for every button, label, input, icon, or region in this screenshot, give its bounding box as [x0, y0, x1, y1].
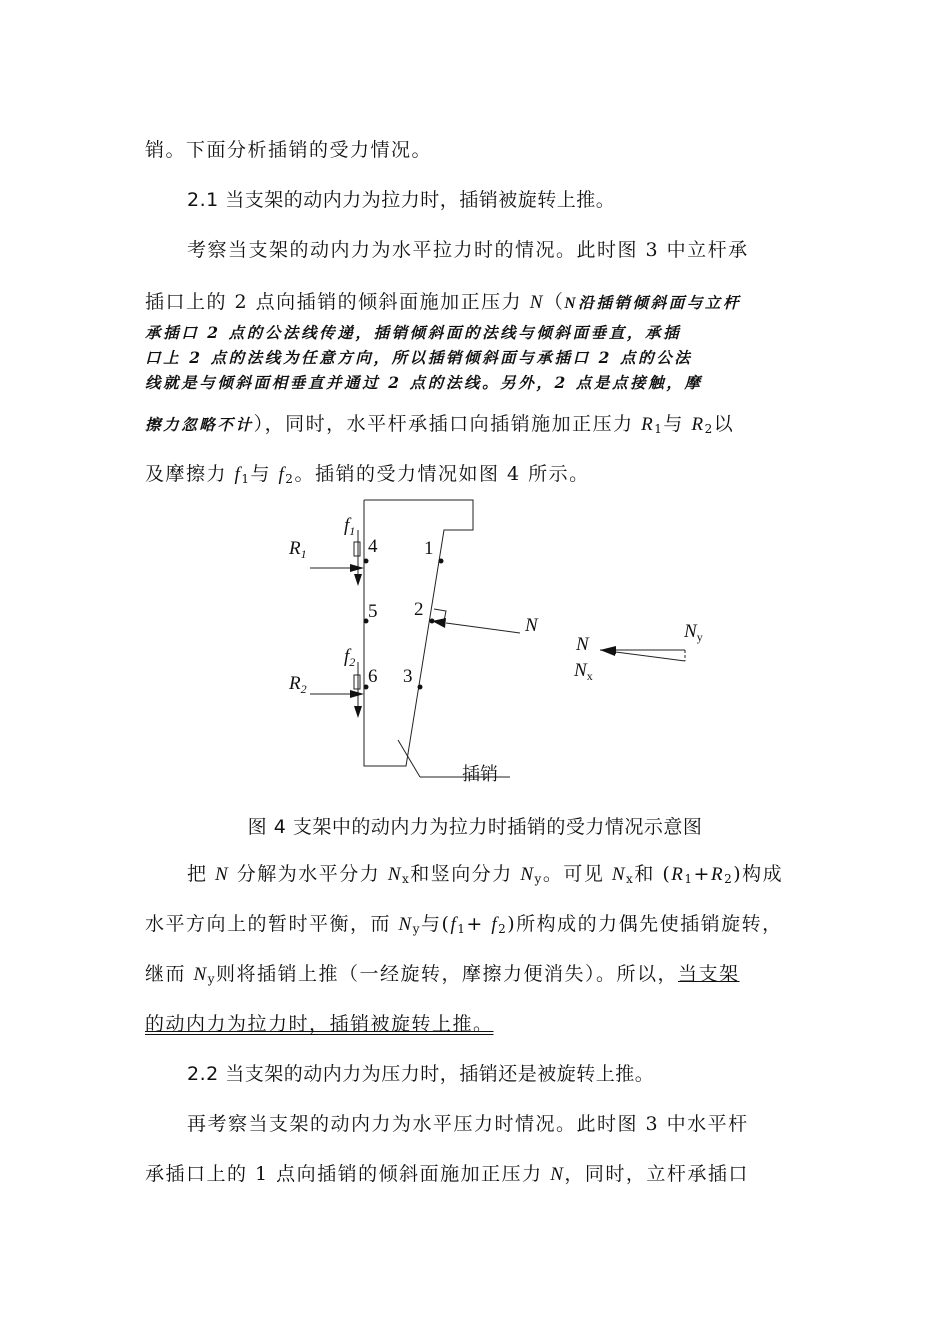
- section-heading-2-2: 2.2 当支架的动内力为压力时，插销还是被旋转上推。: [187, 1063, 655, 1085]
- label-point-1: 1: [424, 538, 434, 559]
- label-point-6: 6: [368, 666, 378, 687]
- paragraph-line: 把 N 分解为水平分力 $N_x$和竖向分力 $N_y$。可见 $N_x$和 $(R_1+R_2)$构成: [187, 863, 784, 886]
- f1-arrowhead: [354, 574, 362, 586]
- paragraph-line: 插口上的 2 点向插销的倾斜面施加正压力 N（N沿插销倾斜面与立杆: [145, 291, 742, 313]
- label-vector-n: N: [576, 634, 589, 655]
- n-arrowhead: [432, 618, 446, 628]
- label-pin: 插销: [462, 764, 498, 784]
- figure-caption: 图 4 支架中的动内力为拉力时插销的受力情况示意图: [247, 816, 703, 838]
- note-line: 口上 2 点的法线为任意方向，所以插销倾斜面与承插口 2 点的公法: [145, 348, 693, 367]
- paragraph-line: 销。下面分析插销的受力情况。: [145, 139, 433, 161]
- label-point-3: 3: [403, 666, 413, 687]
- f2-box: [354, 675, 360, 689]
- label-r1: $R_1$: [289, 538, 307, 561]
- force-diagram: [0, 490, 950, 820]
- paragraph-line: 及摩擦力 $f_1$与 $f_2$。插销的受力情况如图 4 所示。: [145, 463, 590, 486]
- label-point-5: 5: [368, 601, 378, 622]
- paragraph-line: 的动内力为拉力时，插销被旋转上推。: [145, 1013, 494, 1035]
- paragraph-line: 考察当支架的动内力为水平拉力时的情况。此时图 3 中立杆承: [187, 239, 749, 261]
- paragraph-line: 再考察当支架的动内力为水平压力时情况。此时图 3 中水平杆: [187, 1113, 749, 1135]
- label-n: N: [525, 615, 538, 636]
- label-point-4: 4: [368, 536, 378, 557]
- label-point-2: 2: [414, 599, 424, 620]
- section-heading-2-1: 2.1 当支架的动内力为拉力时，插销被旋转上推。: [187, 189, 616, 211]
- note-line: 线就是与倾斜面相垂直并通过 2 点的法线。另外，2 点是点接触，摩: [145, 373, 703, 392]
- r1-arrowhead: [350, 564, 364, 572]
- point-3: [418, 685, 423, 690]
- pin-outline: [364, 500, 473, 766]
- f1-box: [354, 542, 360, 556]
- point-2: [430, 619, 435, 624]
- paragraph-line: 继而 $N_y$则将插销上推（一经旋转，摩擦力便消失）。所以，当支架: [145, 963, 740, 986]
- label-vector-ny: $N_y$: [684, 621, 703, 644]
- vector-nx-arrowhead: [600, 648, 616, 656]
- label-r2: $R_2$: [289, 673, 307, 696]
- paragraph-line: 承插口上的 1 点向插销的倾斜面施加正压力 N，同时，立杆承插口: [145, 1163, 749, 1185]
- point-1: [439, 559, 444, 564]
- label-f2: $f_2$: [344, 646, 356, 669]
- point-4: [364, 559, 369, 564]
- paragraph-line: 擦力忽略不计），同时，水平杆承插口向插销施加正压力 $R_1$与 $R_2$以: [145, 413, 735, 436]
- r2-arrowhead: [350, 690, 364, 698]
- label-f1: $f_1$: [344, 515, 356, 538]
- label-vector-nx: $N_x$: [574, 660, 593, 683]
- paragraph-line: 水平方向上的暂时平衡，而 $N_y$与$(f_1+ f_2)$所构成的力偶先使插销旋转，: [145, 913, 783, 936]
- f2-arrowhead: [354, 706, 362, 718]
- note-line: 承插口 2 点的公法线传递，插销倾斜面的法线与倾斜面垂直，承插: [145, 323, 682, 342]
- n-arrow-line: [446, 623, 520, 633]
